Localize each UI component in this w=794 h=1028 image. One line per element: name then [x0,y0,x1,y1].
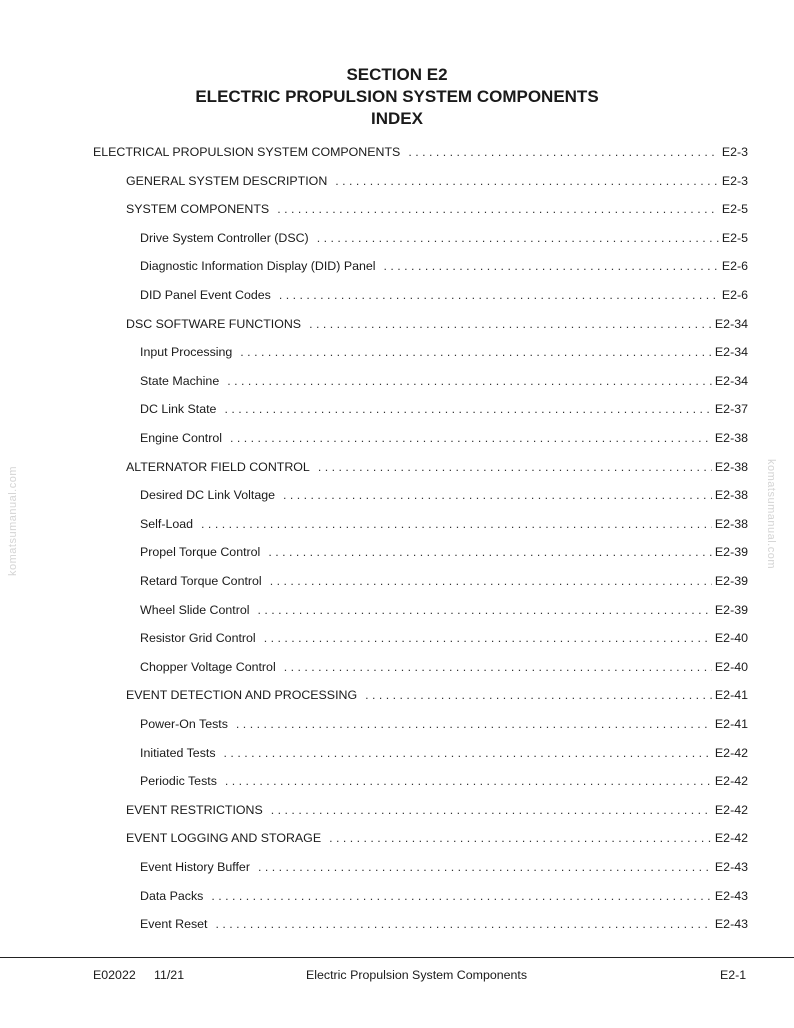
dot-leader [384,259,719,273]
toc-entry-page: E2-34 [714,373,748,388]
toc-entry[interactable] [126,688,748,706]
toc-entry-title: Initiated Tests [140,745,216,760]
toc-entry[interactable] [140,402,748,420]
toc-entry-page: E2-38 [714,431,748,445]
toc-entry[interactable] [126,831,748,849]
dot-leader [258,860,712,874]
toc-entry[interactable] [140,545,748,563]
toc-entry-page: E2-34 [714,316,748,331]
toc-entry-title: Wheel Slide Control [140,602,250,617]
dot-leader [309,317,712,331]
toc-entry-title: Diagnostic Information Display (DID) Panel [140,259,376,274]
dot-leader [268,545,712,559]
dot-leader [284,660,712,674]
toc-entry-page: E2-41 [714,688,748,703]
toc-entry-title: Drive System Controller (DSC) [140,230,309,245]
dot-leader [264,631,712,645]
watermark-left: komatsumanual.com [7,466,19,576]
toc-entry-title: Event Reset [140,917,208,932]
toc-entry[interactable] [93,145,748,163]
toc-entry-title: Chopper Voltage Control [140,659,276,674]
toc-entry-page: E2-43 [714,888,748,903]
toc-entry-page: E2-38 [714,488,748,503]
footer-divider [0,957,794,958]
dot-leader [408,145,719,159]
dot-leader [335,174,719,188]
toc-entry[interactable] [140,889,748,907]
footer-title: Electric Propulsion System Components [306,968,528,982]
toc-entry[interactable] [140,917,748,935]
page-title: ELECTRIC PROPULSION SYSTEM COMPONENTS [195,87,599,106]
dot-leader [270,574,712,588]
toc-entry-page: E2-6 [721,259,748,274]
dot-leader [230,431,712,445]
dot-leader [224,746,712,760]
toc-entry[interactable] [140,631,748,649]
toc-entry[interactable] [140,431,748,449]
toc-entry-page: E2-42 [714,802,748,817]
toc-entry-page: E2-40 [714,631,748,646]
toc-entry[interactable] [140,746,748,764]
toc-entry[interactable] [140,488,748,506]
dot-leader [258,603,712,617]
dot-leader [279,288,719,302]
dot-leader [224,402,711,416]
toc-entry[interactable] [140,574,748,592]
toc-entry-page: E2-38 [714,459,748,474]
toc-entry-title: State Machine [140,373,220,388]
dot-leader [283,488,712,502]
dot-leader [227,374,712,388]
toc-entry-title: GENERAL SYSTEM DESCRIPTION [126,173,328,188]
toc-entry[interactable] [140,660,748,678]
toc-entry-page: E2-43 [714,917,748,932]
dot-leader [365,688,712,702]
toc-entry[interactable] [126,202,748,220]
dot-leader [211,889,712,903]
toc-entry-page: E2-40 [714,659,748,674]
toc-entry-title: ELECTRICAL PROPULSION SYSTEM COMPONENTS [93,145,401,159]
toc-entry-page: E2-5 [721,230,748,245]
toc-entry[interactable] [126,460,748,478]
toc-entry[interactable] [140,231,748,249]
dot-leader [277,202,719,216]
toc-entry[interactable] [140,603,748,621]
toc-entry-page: E2-42 [714,774,748,789]
dot-leader [317,231,719,245]
footer-page-number: E2-1 [720,968,747,982]
toc-entry[interactable] [140,860,748,878]
toc-entry-title: DSC SOFTWARE FUNCTIONS [126,316,302,331]
toc-entry-page: E2-39 [714,574,748,588]
toc-entry-title: SYSTEM COMPONENTS [126,202,270,217]
toc-entry-title: Event History Buffer [140,860,250,874]
toc-entry-title: Input Processing [140,345,233,360]
dot-leader [240,345,712,359]
dot-leader [225,774,712,788]
toc-entry-title: Engine Control [140,431,222,445]
dot-leader [271,803,712,817]
toc-entry[interactable] [140,374,748,392]
dot-leader [201,517,712,531]
toc-entry-title: EVENT RESTRICTIONS [126,802,263,817]
toc-entry-page: E2-38 [714,516,748,531]
toc-entry[interactable] [126,317,748,335]
toc-entry-page: E2-39 [714,602,748,617]
index-heading: INDEX [371,109,423,128]
toc-entry-page: E2-3 [721,145,748,159]
toc-entry-title: Data Packs [140,888,204,903]
dot-leader [318,460,712,474]
toc-entry-page: E2-37 [714,402,748,417]
toc-entry-page: E2-34 [714,345,748,360]
toc-entry-page: E2-43 [714,860,748,874]
toc-entry[interactable] [140,259,748,277]
toc-entry-title: Propel Torque Control [140,545,261,560]
toc-entry-title: Resistor Grid Control [140,631,256,646]
toc-entry-title: EVENT DETECTION AND PROCESSING [126,688,358,703]
toc-entry-title: DC Link State [140,402,217,417]
footer-doc-code: E02022 [93,968,136,982]
toc-entry-title: Retard Torque Control [140,574,262,588]
toc-entry[interactable] [140,717,748,735]
section-number: SECTION E2 [346,65,448,84]
watermark-right: komatsumanual.com [765,459,777,569]
toc-entry[interactable] [126,803,748,821]
toc-entry-title: Self-Load [140,516,194,531]
toc-entry-page: E2-3 [721,173,748,188]
toc-entry-page: E2-42 [714,831,748,846]
toc-entry-title: Periodic Tests [140,774,217,789]
toc-entry-title: EVENT LOGGING AND STORAGE [126,831,322,846]
dot-leader [329,831,712,845]
toc-entry-page: E2-39 [714,545,748,560]
dot-leader [236,717,712,731]
section-header [0,64,794,130]
toc-entry-title: DID Panel Event Codes [140,288,271,302]
toc-entry-title: ALTERNATOR FIELD CONTROL [126,459,310,474]
toc-entry[interactable] [126,174,748,192]
toc-entry-page: E2-5 [721,202,748,217]
toc-entry-title: Power-On Tests [140,717,228,731]
toc-entry[interactable] [140,345,748,363]
toc-entry[interactable] [140,288,748,306]
toc-entry-page: E2-6 [721,288,748,302]
toc-entry-title: Desired DC Link Voltage [140,488,275,503]
toc-entry-page: E2-41 [714,717,748,731]
dot-leader [216,917,712,931]
toc-entry[interactable] [140,517,748,535]
toc-entry[interactable] [140,774,748,792]
toc-entry-page: E2-42 [714,745,748,760]
footer-date: 11/21 [154,968,185,982]
